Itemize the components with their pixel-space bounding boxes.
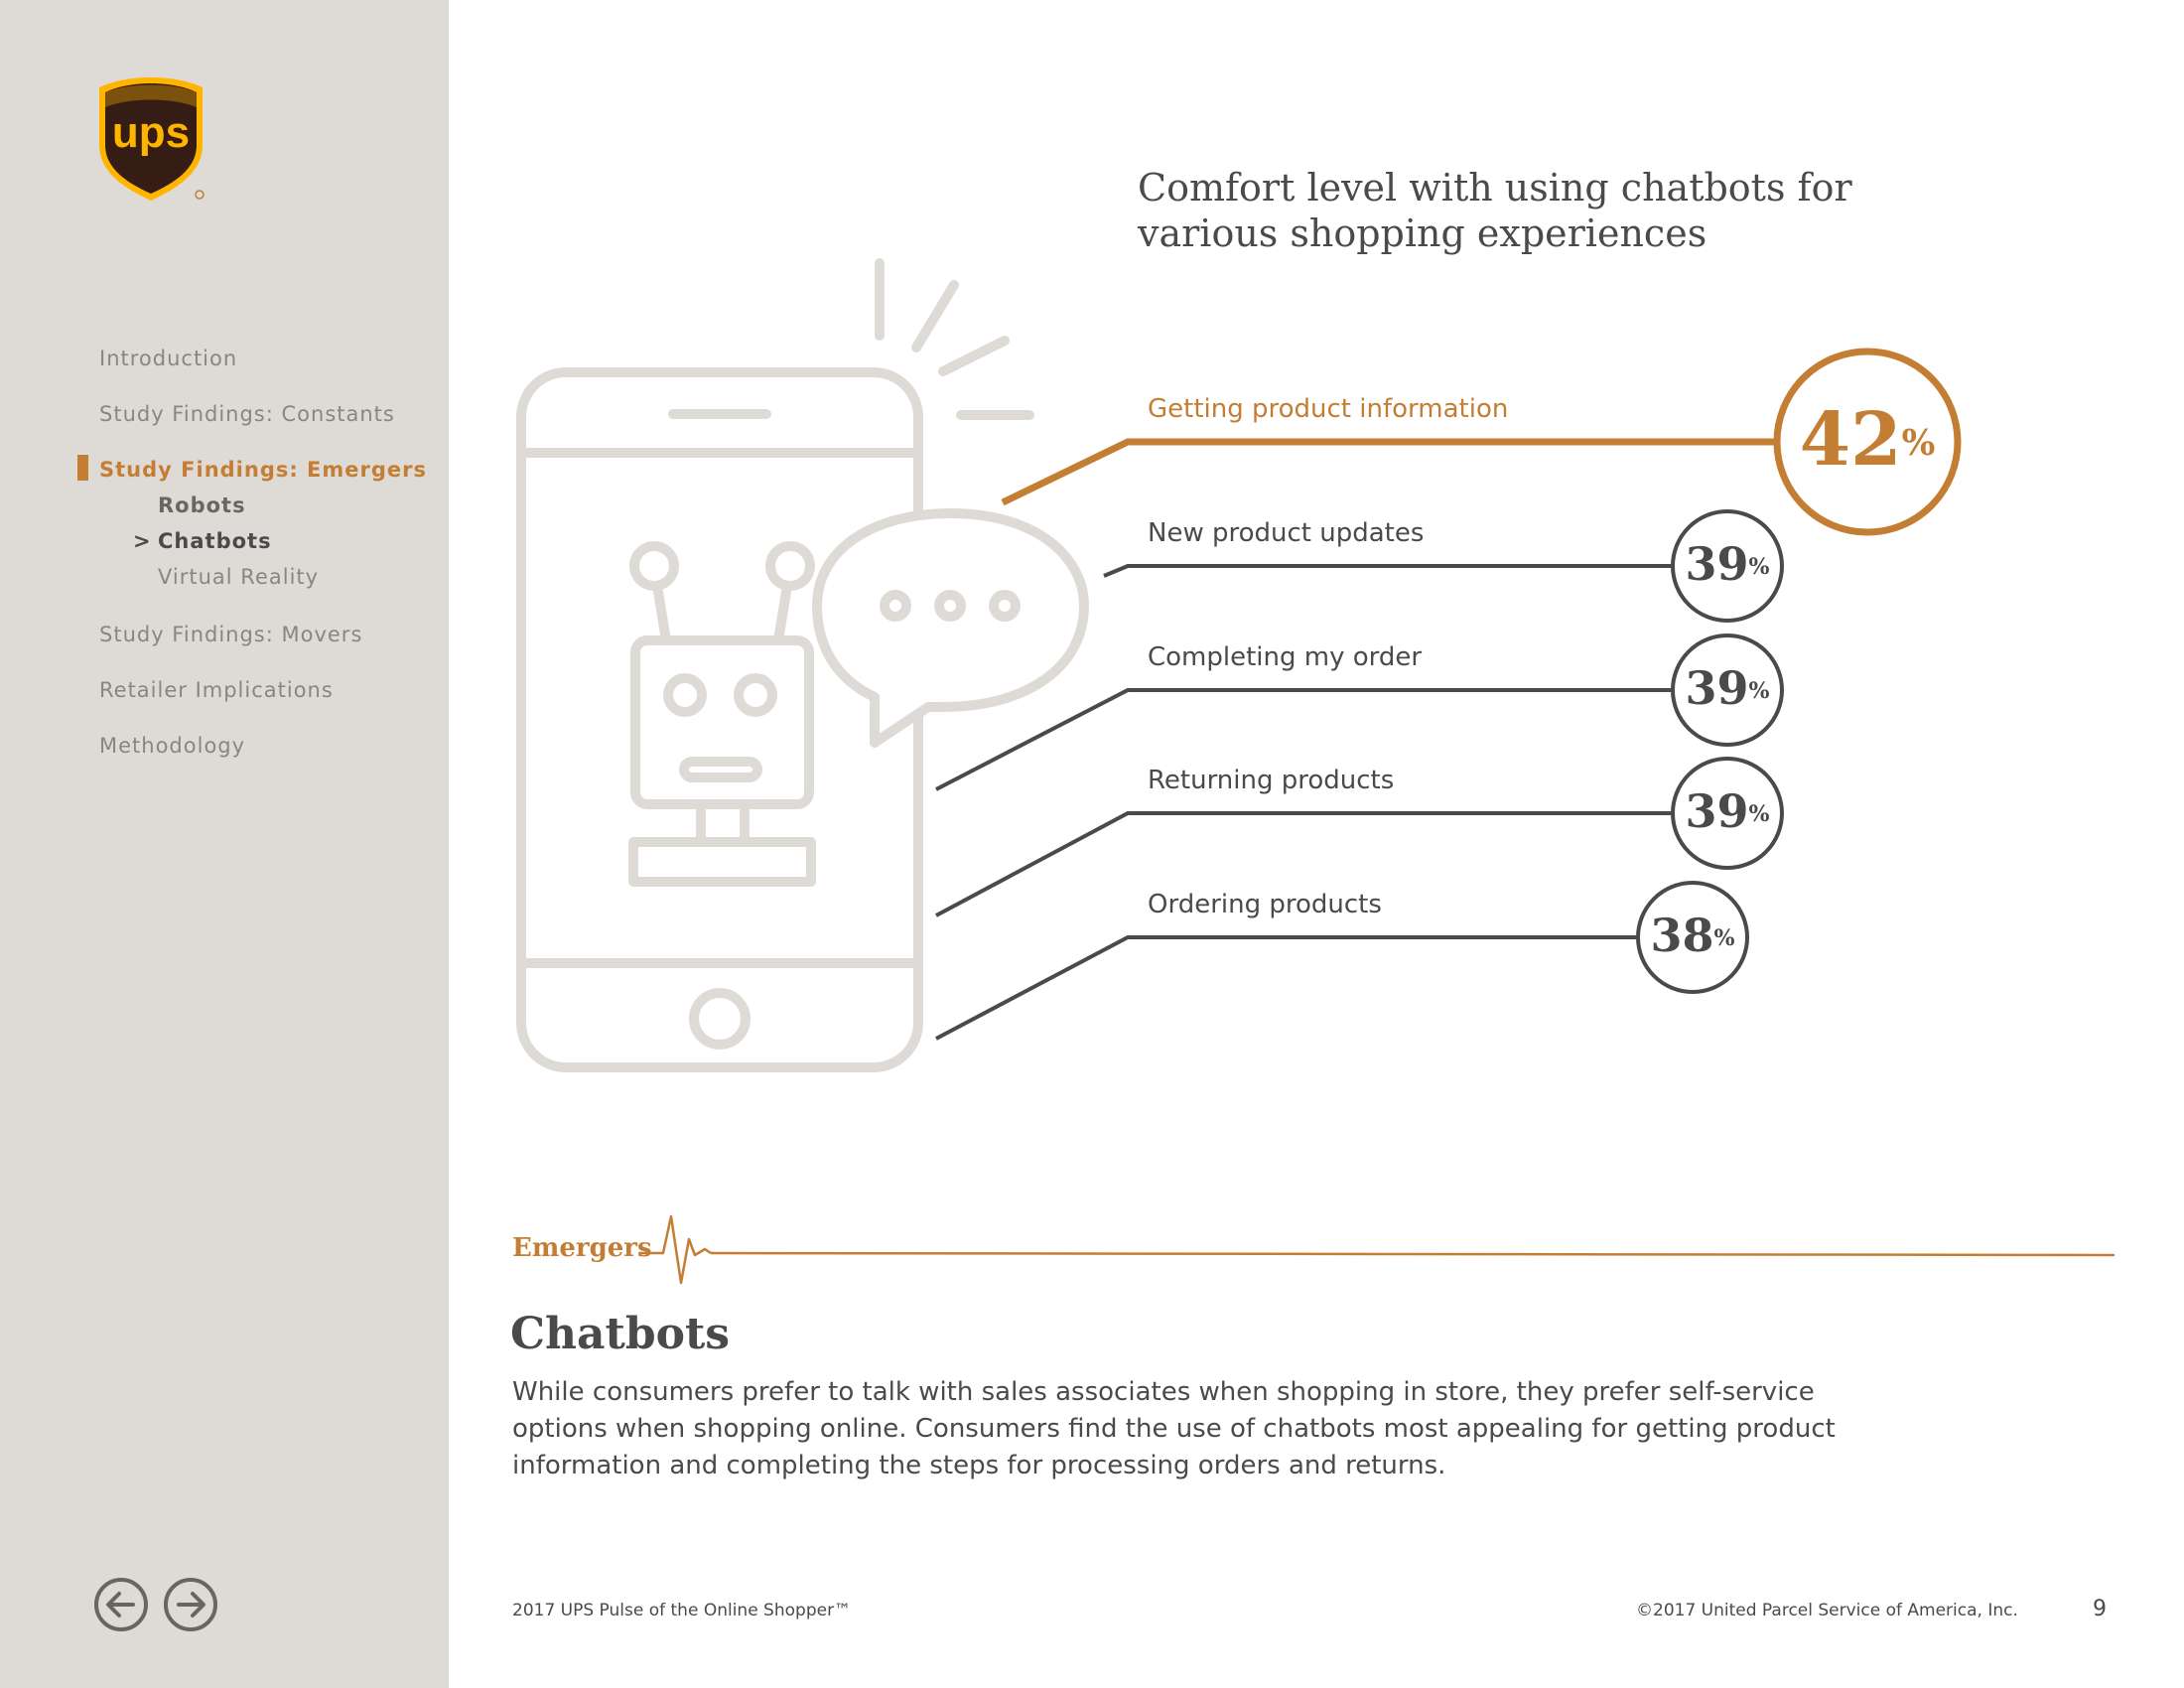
- nav-methodology[interactable]: Methodology: [99, 734, 246, 758]
- section-label: Emergers: [512, 1233, 652, 1263]
- nav-chatbots[interactable]: Chatbots: [158, 529, 272, 553]
- category-label: Ordering products: [1148, 890, 1382, 919]
- radiating-lines-icon: [880, 263, 1029, 415]
- connector-line: [1104, 566, 1673, 576]
- speech-bubble-icon: [817, 513, 1084, 743]
- chart-title: Comfort level with using chatbots for various shopping experiences: [1138, 166, 1852, 255]
- page-title: Chatbots: [510, 1309, 731, 1359]
- value-label: 42%: [1799, 397, 1936, 484]
- body-text: While consumers prefer to talk with sales associates when shopping in store, they prefer self-service options when shopping online. Consumers find the use of chatbots most appealing for getting product information and completing the steps for processing orders and returns.: [512, 1377, 1836, 1480]
- value-label: 39%: [1685, 784, 1770, 839]
- category-label: Getting product information: [1148, 394, 1509, 424]
- page-number: 9: [2093, 1597, 2107, 1621]
- nav-retailer-implications[interactable]: Retailer Implications: [99, 678, 334, 702]
- robot-icon: [633, 546, 811, 882]
- heartbeat-divider: [639, 1216, 2115, 1283]
- category-label: New product updates: [1148, 518, 1425, 548]
- nav-study-findings-constants[interactable]: Study Findings: Constants: [99, 402, 395, 426]
- nav-virtual-reality[interactable]: Virtual Reality: [158, 565, 320, 589]
- category-label: Returning products: [1148, 766, 1395, 795]
- connector-line: [1003, 442, 1777, 502]
- nav-introduction[interactable]: Introduction: [99, 347, 238, 370]
- value-label: 38%: [1650, 909, 1735, 963]
- smartphone-chatbot-illustration: [521, 263, 1084, 1067]
- footer-publication: 2017 UPS Pulse of the Online Shopper™: [512, 1601, 852, 1620]
- connector-line: [936, 937, 1638, 1039]
- nav-study-findings-movers[interactable]: Study Findings: Movers: [99, 623, 363, 646]
- ups-logo-text: ups: [111, 108, 191, 157]
- current-page-chevron-icon: >: [133, 529, 152, 553]
- nav-robots[interactable]: Robots: [158, 493, 246, 517]
- nav-study-findings-emergers[interactable]: Study Findings: Emergers: [99, 458, 428, 482]
- value-label: 39%: [1685, 537, 1770, 592]
- value-label: 39%: [1685, 661, 1770, 716]
- category-label: Completing my order: [1148, 642, 1423, 672]
- footer-copyright: ©2017 United Parcel Service of America, Inc.: [1636, 1601, 2018, 1620]
- phone-home-button: [694, 993, 746, 1045]
